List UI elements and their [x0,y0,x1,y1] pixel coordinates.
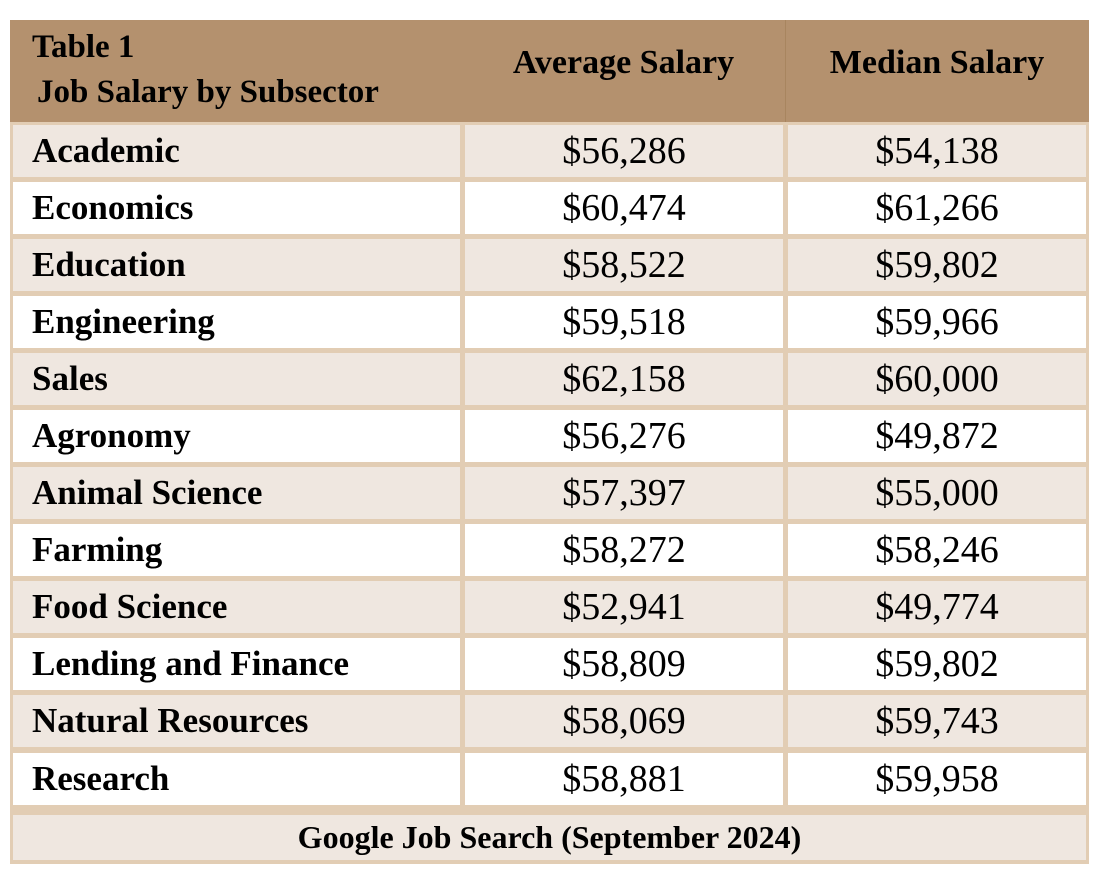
subsector-cell: Food Science [13,581,460,633]
median-salary-cell: $59,743 [788,695,1086,747]
average-salary-cell: $60,474 [465,182,783,234]
subsector-cell: Economics [13,182,460,234]
average-salary-cell: $62,158 [465,353,783,405]
table-row [13,695,1086,747]
average-salary-cell: $58,069 [465,695,783,747]
subsector-cell: Animal Science [13,467,460,519]
median-salary-cell: $55,000 [788,467,1086,519]
table-title [32,25,379,115]
median-salary-cell: $59,958 [788,753,1086,805]
table-row [13,182,1086,234]
median-salary-cell: $54,138 [788,125,1086,177]
average-salary-cell: $59,518 [465,296,783,348]
median-salary-cell: $58,246 [788,524,1086,576]
median-salary-cell: $59,802 [788,638,1086,690]
table-row [13,524,1086,576]
subsector-cell: Sales [13,353,460,405]
table-row [13,581,1086,633]
median-salary-cell: $59,966 [788,296,1086,348]
table-row [13,638,1086,690]
table-header [10,20,1089,122]
table-row [13,353,1086,405]
median-salary-cell: $59,802 [788,239,1086,291]
table-caption: Job Salary by Subsector [37,74,379,110]
average-salary-cell: $52,941 [465,581,783,633]
median-salary-cell: $49,774 [788,581,1086,633]
average-salary-cell: $58,272 [465,524,783,576]
table-row [13,239,1086,291]
table-row [13,410,1086,462]
average-salary-cell: $57,397 [465,467,783,519]
subsector-cell: Natural Resources [13,695,460,747]
average-salary-cell: $58,809 [465,638,783,690]
median-salary-cell: $61,266 [788,182,1086,234]
column-header-median-salary: Median Salary [829,44,1045,81]
table-source-footer: Google Job Search (September 2024) [13,815,1086,860]
subsector-cell: Research [13,753,460,805]
subsector-cell: Lending and Finance [13,638,460,690]
average-salary-cell: $56,276 [465,410,783,462]
subsector-cell: Academic [13,125,460,177]
median-salary-cell: $49,872 [788,410,1086,462]
table-row [13,753,1086,805]
table-row [13,125,1086,177]
subsector-cell: Farming [13,524,460,576]
median-salary-cell: $60,000 [788,353,1086,405]
subsector-cell: Education [13,239,460,291]
table-row [13,467,1086,519]
table-number: Table 1 [32,29,135,65]
average-salary-cell: $56,286 [465,125,783,177]
average-salary-cell: $58,881 [465,753,783,805]
salary-table [10,20,1089,864]
average-salary-cell: $58,522 [465,239,783,291]
subsector-cell: Engineering [13,296,460,348]
column-header-average-salary: Average Salary [512,44,735,81]
subsector-cell: Agronomy [13,410,460,462]
table-row [13,296,1086,348]
